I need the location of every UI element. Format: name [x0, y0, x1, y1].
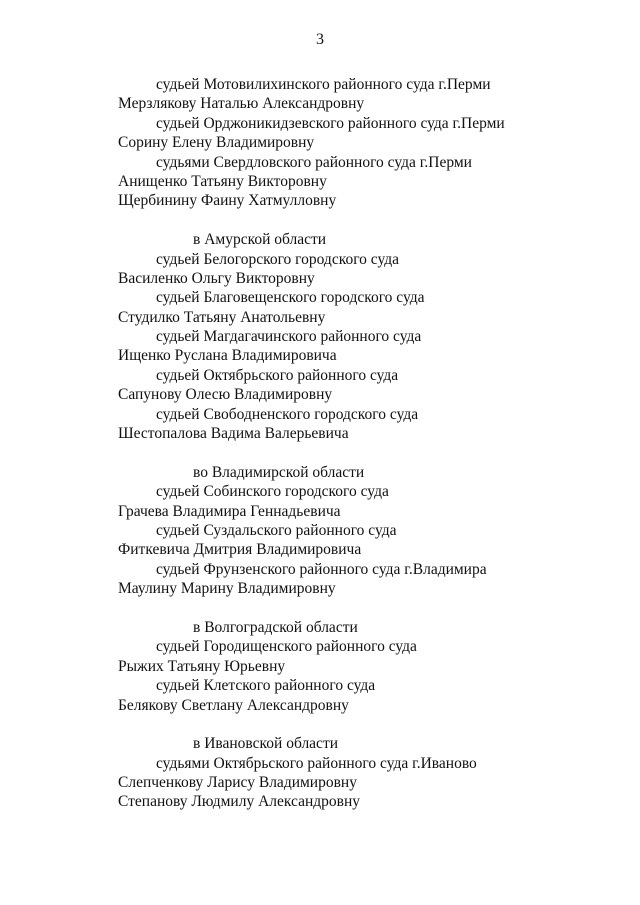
judge-name: Белякову Светлану Александровну	[118, 696, 349, 714]
court-line: судьей Белогорского городского суда	[156, 250, 400, 268]
page-number: 3	[316, 31, 324, 48]
region-heading: в Ивановской области	[193, 735, 339, 753]
region-heading: в Амурской области	[193, 231, 327, 249]
judge-name: Грачева Владимира Геннадьевича	[118, 502, 341, 520]
court-line: судьей Мотовилихинского районного суда г.Перми	[156, 76, 491, 93]
judge-name: Фиткевича Дмитрия Владимировича	[118, 541, 362, 559]
court-line: судьями Октябрьского районного суда г.Иваново	[156, 754, 477, 772]
court-line: судьей Фрунзенского районного суда г.Владимира	[156, 560, 487, 578]
document-body	[118, 75, 618, 812]
court-line: судьей Октябрьского районного суда	[156, 366, 399, 384]
court-line: судьей Благовещенского городского суда	[156, 289, 425, 307]
judge-name: Сапунову Олесю Владимировну	[118, 386, 333, 404]
judge-name: Рыжих Татьяну Юрьевну	[118, 657, 286, 675]
court-line: судьей Городищенского районного суда	[156, 638, 417, 656]
court-line: судьей Свободненского городского суда	[156, 405, 419, 423]
section-spacer	[118, 599, 618, 618]
section-spacer	[118, 715, 618, 734]
judge-name: Анищенко Татьяну Викторовну	[118, 172, 327, 190]
judge-name: Сорину Елену Владимировну	[118, 134, 315, 152]
judge-name: Ищенко Руслана Владимировича	[118, 347, 337, 365]
court-line: судьей Клетского районного суда	[156, 677, 376, 695]
judge-name: Студилко Татьяну Анатольевну	[118, 308, 326, 326]
court-line: судьей Орджоникидзевского районного суда г.Перми	[156, 114, 505, 132]
judge-name: Маулину Марину Владимировну	[118, 580, 336, 598]
section-spacer	[118, 443, 618, 462]
judge-name: Слепченкову Ларису Владимировну	[118, 774, 357, 792]
section-spacer	[118, 211, 618, 230]
court-line: судьей Магдагачинского районного суда	[156, 328, 422, 346]
judge-name: Василенко Ольгу Викторовну	[118, 269, 315, 287]
court-line: судьями Свердловского районного суда г.Перми	[156, 153, 472, 171]
region-heading: в Волгоградской области	[193, 618, 358, 636]
court-line: судьей Собинского городского суда	[156, 483, 389, 501]
judge-name: Шестопалова Вадима Валерьевича	[118, 425, 349, 443]
judge-name: Степанову Людмилу Александровну	[118, 793, 361, 811]
judge-name: Мерзлякову Наталью Александровну	[118, 95, 365, 113]
region-heading: во Владимирской области	[193, 463, 365, 481]
judge-name: Щербинину Фаину Хатмулловну	[118, 192, 337, 210]
court-line: судьей Суздальского районного суда	[156, 521, 397, 539]
